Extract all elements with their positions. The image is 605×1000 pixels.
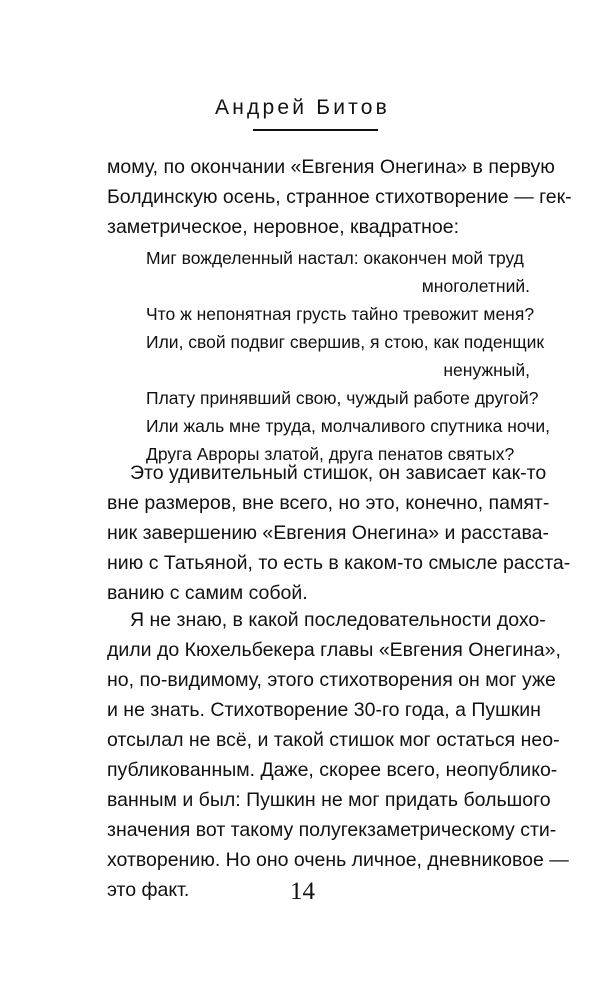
- text-line: вне размеров, вне всего, но это, конечно, памят-: [107, 492, 550, 514]
- text-line: хотворению. Но оно очень личное, дневниковое —: [107, 849, 569, 871]
- page-number: 14: [290, 878, 315, 905]
- poem-line-continuation: ненужный,: [443, 360, 530, 380]
- text-line: значения вот такому полугекзаметрическому сти-: [107, 819, 557, 841]
- text-line: публикованным. Даже, скорее всего, неопублико-: [107, 759, 558, 781]
- text-line: это факт.: [107, 879, 190, 901]
- paragraph-3: [107, 605, 569, 905]
- poem-line: Или жаль мне труда, молчаливого спутника ночи,: [146, 416, 551, 436]
- text-line: ванным и был: Пушкин не мог придать большого: [107, 789, 551, 811]
- text-line: заметрическое, неровное, квадратное:: [107, 216, 460, 238]
- text-line: ник завершению «Евгения Онегина» и расстава-: [107, 522, 549, 544]
- text-line: Это удивительный стишок, он зависает как-то: [130, 462, 547, 484]
- running-head-author: Андрей Битов: [215, 96, 390, 119]
- text-line: ванию с самим собой.: [107, 582, 308, 604]
- text-line: нию с Татьяной, то есть в каком-то смысле расста-: [107, 552, 571, 574]
- poem-quote: [146, 244, 551, 468]
- text-line: Я не знаю, в какой последовательности дохо-: [130, 609, 546, 631]
- poem-line: Что ж непонятная грусть тайно тревожит меня?: [146, 304, 535, 324]
- poem-line: Миг вожделенный настал: окакончен мой труд: [146, 248, 524, 268]
- text-line: дили до Кюхельбекера главы «Евгения Онегина»,: [107, 639, 561, 661]
- text-line: отсылал не всё, и такой стишок мог остаться нео-: [107, 729, 560, 751]
- poem-line: Или, свой подвиг свершив, я стою, как поденщик: [146, 332, 545, 352]
- text-line: и не знать. Стихотворение 30-го года, а Пушкин: [107, 699, 541, 721]
- text-line: но, по-видимому, этого стихотворения он мог уже: [107, 669, 556, 691]
- paragraph-2: [107, 458, 571, 608]
- poem-line: Друга Авроры златой, друга пенатов святых?: [146, 444, 515, 464]
- text-line: Болдинскую осень, странное стихотворение — гек-: [107, 186, 572, 208]
- poem-line: Плату принявший свою, чуждый работе другой?: [146, 388, 539, 408]
- poem-line-continuation: многолетний.: [421, 276, 530, 296]
- running-head-rule: [253, 129, 378, 131]
- text-line: мому, по окончании «Евгения Онегина» в первую: [107, 156, 555, 178]
- opening-paragraph: [107, 152, 572, 242]
